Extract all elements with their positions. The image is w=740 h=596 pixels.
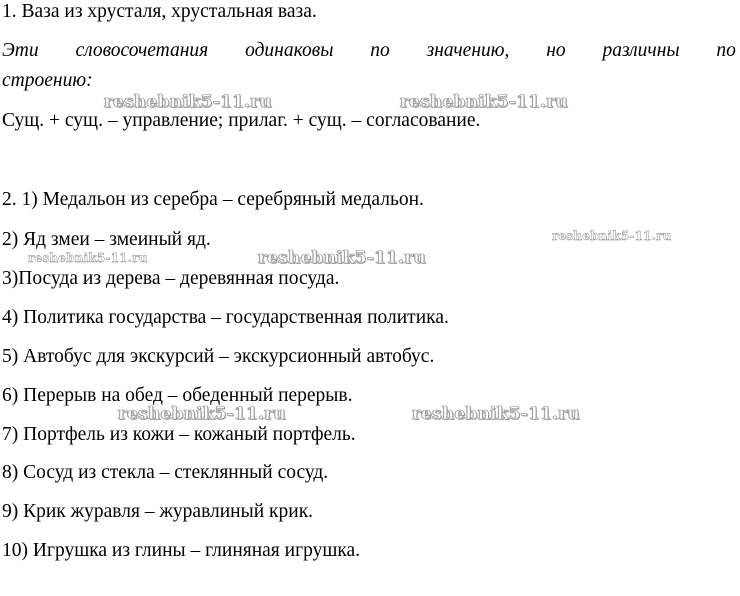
watermark: reshebnik5-11.ru (412, 404, 580, 424)
explanation-word: но (546, 40, 566, 61)
explanation-word: по (370, 40, 390, 61)
task2-item-3: 3)Посуда из дерева – деревянная посуда. (2, 268, 340, 289)
task1-explanation-line1 (2, 41, 736, 61)
task1-explanation-line2: строению: (2, 70, 93, 91)
watermark: reshebnik5-11.ru (104, 92, 272, 112)
explanation-word: по (716, 40, 736, 61)
explanation-word: значению, (426, 40, 510, 61)
watermark: reshebnik5-11.ru (118, 404, 286, 424)
watermark: reshebnik5-11.ru (258, 248, 426, 268)
explanation-word: словосочетания (75, 40, 209, 61)
watermark: reshebnik5-11.ru (28, 251, 148, 265)
task2-item-7: 7) Портфель из кожи – кожаный портфель. (2, 424, 356, 445)
task2-item-9: 9) Крик журавля – журавлиный крик. (2, 501, 314, 522)
task2-item-8: 8) Сосуд из стекла – стеклянный сосуд. (2, 462, 329, 483)
task1-heading: 1. Ваза из хрусталя, хрустальная ваза. (2, 1, 317, 22)
task1-answer: Сущ. + сущ. – управление; прилаг. + сущ. – согласование. (2, 110, 481, 131)
task2-item-10: 10) Игрушка из глины – глиняная игрушка. (2, 540, 361, 561)
task2-item-6: 6) Перерыв на обед – обеденный перерыв. (2, 385, 353, 406)
explanation-word: различны (602, 40, 680, 61)
watermark: reshebnik5-11.ru (400, 92, 568, 112)
explanation-word: Эти (2, 40, 39, 61)
task2-item-4: 4) Политика государства – государственная политика. (2, 307, 449, 328)
task2-item-2: 2) Яд змеи – змеиный яд. (2, 229, 211, 250)
watermark: reshebnik5-11.ru (552, 229, 672, 243)
task2-item-1: 2. 1) Медальон из серебра – серебряный медальон. (2, 189, 424, 210)
task2-item-5: 5) Автобус для экскурсий – экскурсионный автобус. (2, 346, 435, 367)
explanation-word: одинаковы (245, 40, 334, 61)
